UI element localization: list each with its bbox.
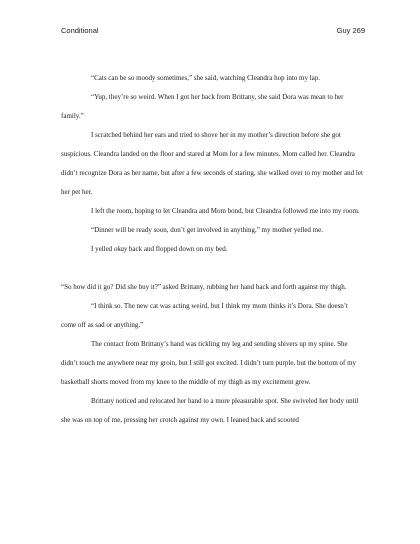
paragraph: I left the room, hoping to let Cleandra and Mom bond, but Cleandra followed me into my room.	[91, 207, 360, 215]
paragraph-text: back and flopped down on my bed.	[127, 245, 228, 253]
paragraph: I scratched behind her ears and tried to shove her in my mother’s direction before she got suspicious. Cleandra landed on the floor and stared at Mom for a few minutes. Mom called her. Cleandra didn’t recognize Dora as her name, but after a few seconds of staring, she walked over to my mother and let her pet her.	[61, 131, 363, 196]
paragraph: “I think so. The new cat was acting weird, but I think my mom thinks it’s Dora. She doesn’t come off as sad or anything.”	[61, 302, 348, 329]
paragraph-text: I yelled	[91, 245, 114, 253]
paragraph: Brittany noticed and relocated her hand to a more pleasurable spot. She swiveled her body until she was on top of me, pressing her crotch against my own. I leaned back and scooted	[61, 397, 359, 424]
paragraph-scene-start: “So how did it go? Did she buy it?” asked Brittany, rubbing her hand back and forth against my thigh.	[61, 283, 347, 291]
emphasized-word: okay	[113, 245, 128, 253]
paragraph: “Yup, they’re so weird. When I got her back from Brittany, she said Dora was mean to her family.”	[61, 93, 344, 120]
running-header	[0, 25, 420, 37]
paragraph: “Cats can be so moody sometimes,” she said, watching Cleandra hop into my lap.	[91, 74, 321, 82]
paragraph	[61, 240, 364, 259]
page-number: Guy 269	[336, 26, 365, 35]
paragraph: The contact from Brittany’s hand was tickling my leg and sending shivers up my spine. She didn’t touch me anywhere near my groin, but I still got excited. I didn’t turn purple, but the bottom of my basketball shorts moved from my knee to the middle of my thigh as my excitement grew.	[61, 340, 357, 386]
running-title: Conditional	[61, 26, 99, 35]
paragraph: “Dinner will be ready soon, don’t get involved in anything,” my mother yelled me.	[91, 226, 323, 234]
manuscript-body	[61, 69, 364, 430]
